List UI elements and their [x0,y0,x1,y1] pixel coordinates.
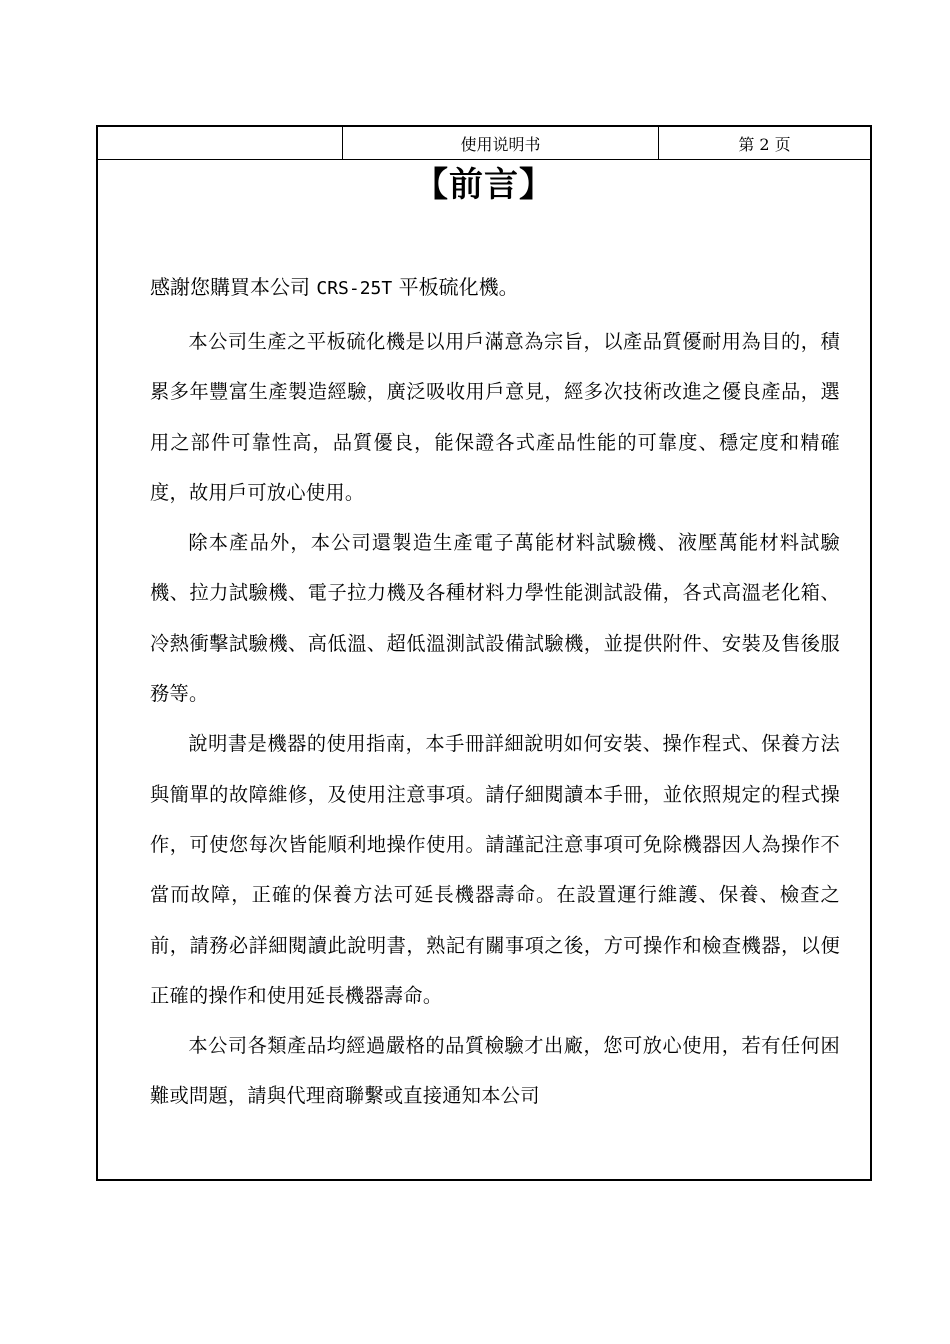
header-table [98,127,870,160]
paragraph-contact: 本公司各類產品均經過嚴格的品質檢驗才出廠，您可放心使用，若有任何困難或問題，請與代理商聯繫或直接通知本公司 [150,1034,840,1108]
intro-line [150,267,840,309]
paragraph-manual: 說明書是機器的使用指南，本手冊詳細說明如何安裝、操作程式、保養方法與簡單的故障維修，及使用注意事項。請仔細閱讀本手冊，並依照規定的程式操作，可使您每次皆能順利地操作使用。請謹記注意事項可免除機器因人為操作不當而故障，正確的保養方法可延長機器壽命。在設置運行維護、保養、檢查之前，請務必詳細閱讀此說明書，熟記有關事項之後，方可操作和檢查機器，以便正確的操作和使用延長機器壽命。 [150,732,840,1007]
paragraph-products: 除本產品外，本公司還製造生產電子萬能材料試驗機、液壓萬能材料試驗機、拉力試驗機、電子拉力機及各種材料力學性能測試設備，各式高溫老化箱、冷熱衝擊試驗機、高低溫、超低溫測試設備試驗機，並提供附件、安裝及售後服務等。 [150,531,840,706]
model-number: CRS-25T [316,278,393,299]
header-title-cell: 使用说明书 [343,127,659,159]
page-heading: 【前言】 [414,165,554,205]
header-blank-cell [98,127,343,159]
header-page-cell: 第 2 页 [738,134,791,154]
intro-suffix: 平板硫化機。 [392,275,519,299]
intro-prefix: 感謝您購買本公司 [150,275,317,299]
document-body [150,267,840,1122]
paragraph-quality: 本公司生產之平板硫化機是以用戶滿意為宗旨，以產品質優耐用為目的，積累多年豐富生產製造經驗，廣泛吸收用戶意見，經多次技術改進之優良產品，選用之部件可靠性高，品質優良，能保證各式產品性能的可靠度、穩定度和精確度，故用戶可放心使用。 [150,330,840,504]
page-frame [96,125,872,1181]
